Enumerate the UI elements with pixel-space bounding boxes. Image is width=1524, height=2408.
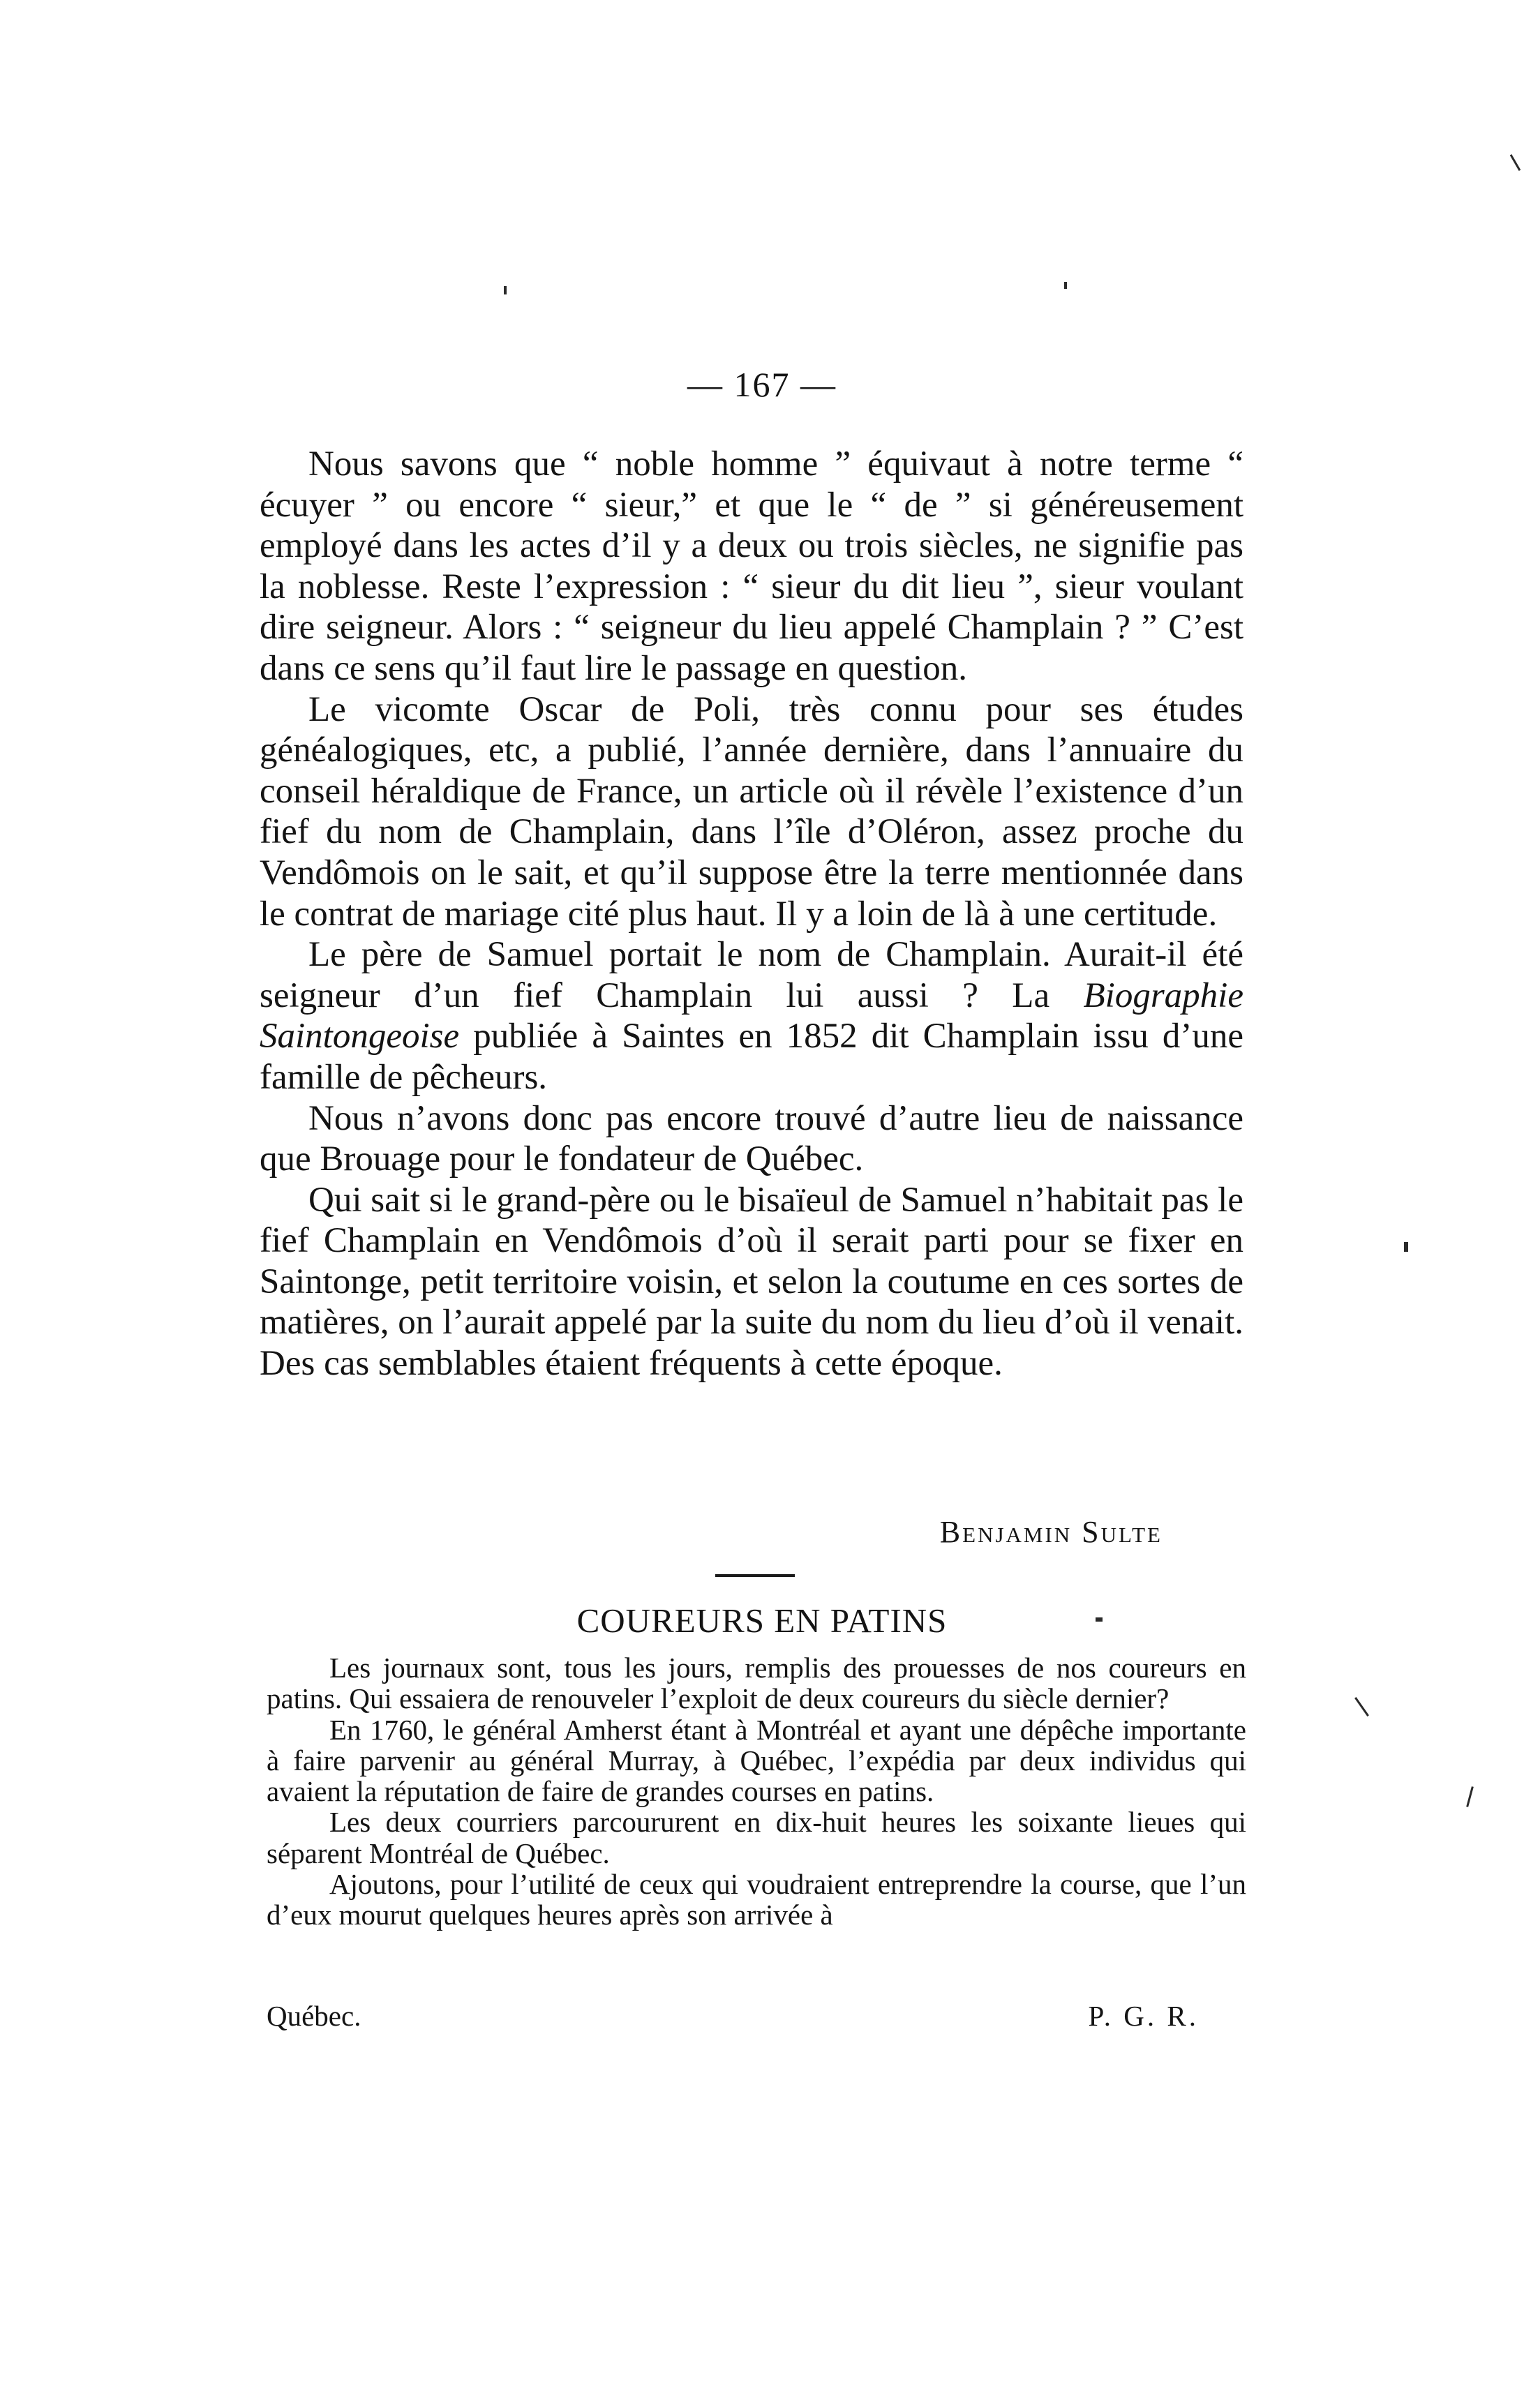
scan-speck: [504, 286, 507, 294]
paragraph-text: publiée à Saintes en 1852 dit Champlain issu d’une famille de pêcheurs.: [260, 1017, 1243, 1097]
scan-speck: [1064, 282, 1067, 289]
paragraph: Nous savons que “ noble homme ” équivaut à notre terme “ écuyer ” ou encore “ sieur,” et que le “ de ” si généreusement employé dans les actes d’il y a deux ou trois siècles, ne signifie pas la noblesse. Reste l’expression : “ sieur du dit lieu ”, sieur voulant dire seigneur. Alors : “ seigneur du lieu appelé Champlain ? ” C’est dans ce sens qu’il faut lire le passage en question.: [260, 444, 1243, 688]
paragraph: Nous n’avons donc pas encore trouvé d’autre lieu de naissance que Brouage pour le fondateur de Québec.: [260, 1098, 1243, 1179]
scan-speck: [1404, 1242, 1408, 1252]
closing-line: [267, 2001, 1199, 2031]
paragraph: Ajoutons, pour l’utilité de ceux qui voudraient entreprendre la course, que l’un d’eux mourut quelques heures après son arrivée à: [267, 1868, 1246, 1931]
paragraph: [260, 934, 1243, 1098]
scan-speck: [1466, 1786, 1474, 1807]
closing-word: Québec.: [267, 2000, 361, 2032]
scan-speck: [1354, 1697, 1369, 1717]
paragraph: Le vicomte Oscar de Poli, très connu pour ses études généalogiques, etc, a publié, l’année dernière, dans l’annuaire du conseil héraldique de France, un article où il révèle l’existence d’un fief du nom de Champlain, dans l’île d’Oléron, assez proche du Vendômois on le sait, et qu’il suppose être la terre mentionnée dans le contrat de mariage cité plus haut. Il y a loin de là à une certitude.: [260, 689, 1243, 934]
section-heading: COUREURS EN PATINS: [576, 1601, 948, 1640]
article-coureurs: [267, 1652, 1246, 1931]
scan-speck: [1510, 154, 1521, 171]
paragraph: Les deux courriers parcoururent en dix-huit heures les soixante lieues qui séparent Montréal de Québec.: [267, 1806, 1246, 1869]
section-divider: [715, 1574, 795, 1577]
scan-speck: [1096, 1617, 1103, 1622]
paragraph: Les journaux sont, tous les jours, remplis des prouesses de nos coureurs en patins. Qui essaiera de renouveler l’exploit de deux coureurs du siècle dernier?: [267, 1652, 1246, 1715]
author-signature: Benjamin Sulte: [939, 1515, 1163, 1549]
page-number: — 167 —: [687, 365, 837, 404]
paragraph-text: Le père de Samuel portait le nom de Champlain. Aurait-il été seigneur d’un fief Champlain lui aussi ? La: [260, 935, 1243, 1015]
article-champlain: [260, 444, 1243, 1384]
book-title: Biographie Saintongeoise: [260, 975, 1243, 1056]
author-initials: P. G. R.: [1088, 2000, 1199, 2032]
paragraph: En 1760, le général Amherst étant à Montréal et ayant une dépêche importante à faire parvenir au général Murray, à Québec, l’expédia par deux individus qui avaient la réputation de faire de grandes courses en patins.: [267, 1713, 1246, 1808]
paragraph: Qui sait si le grand-père ou le bisaïeul de Samuel n’habitait pas le fief Champlain en Vendômois d’où il serait parti pour se fixer en Saintonge, petit territoire voisin, et selon la coutume en ces sortes de matières, on l’aurait appelé par la suite du nom du lieu d’où il venait. Des cas semblables étaient fréquents à cette époque.: [260, 1180, 1243, 1384]
